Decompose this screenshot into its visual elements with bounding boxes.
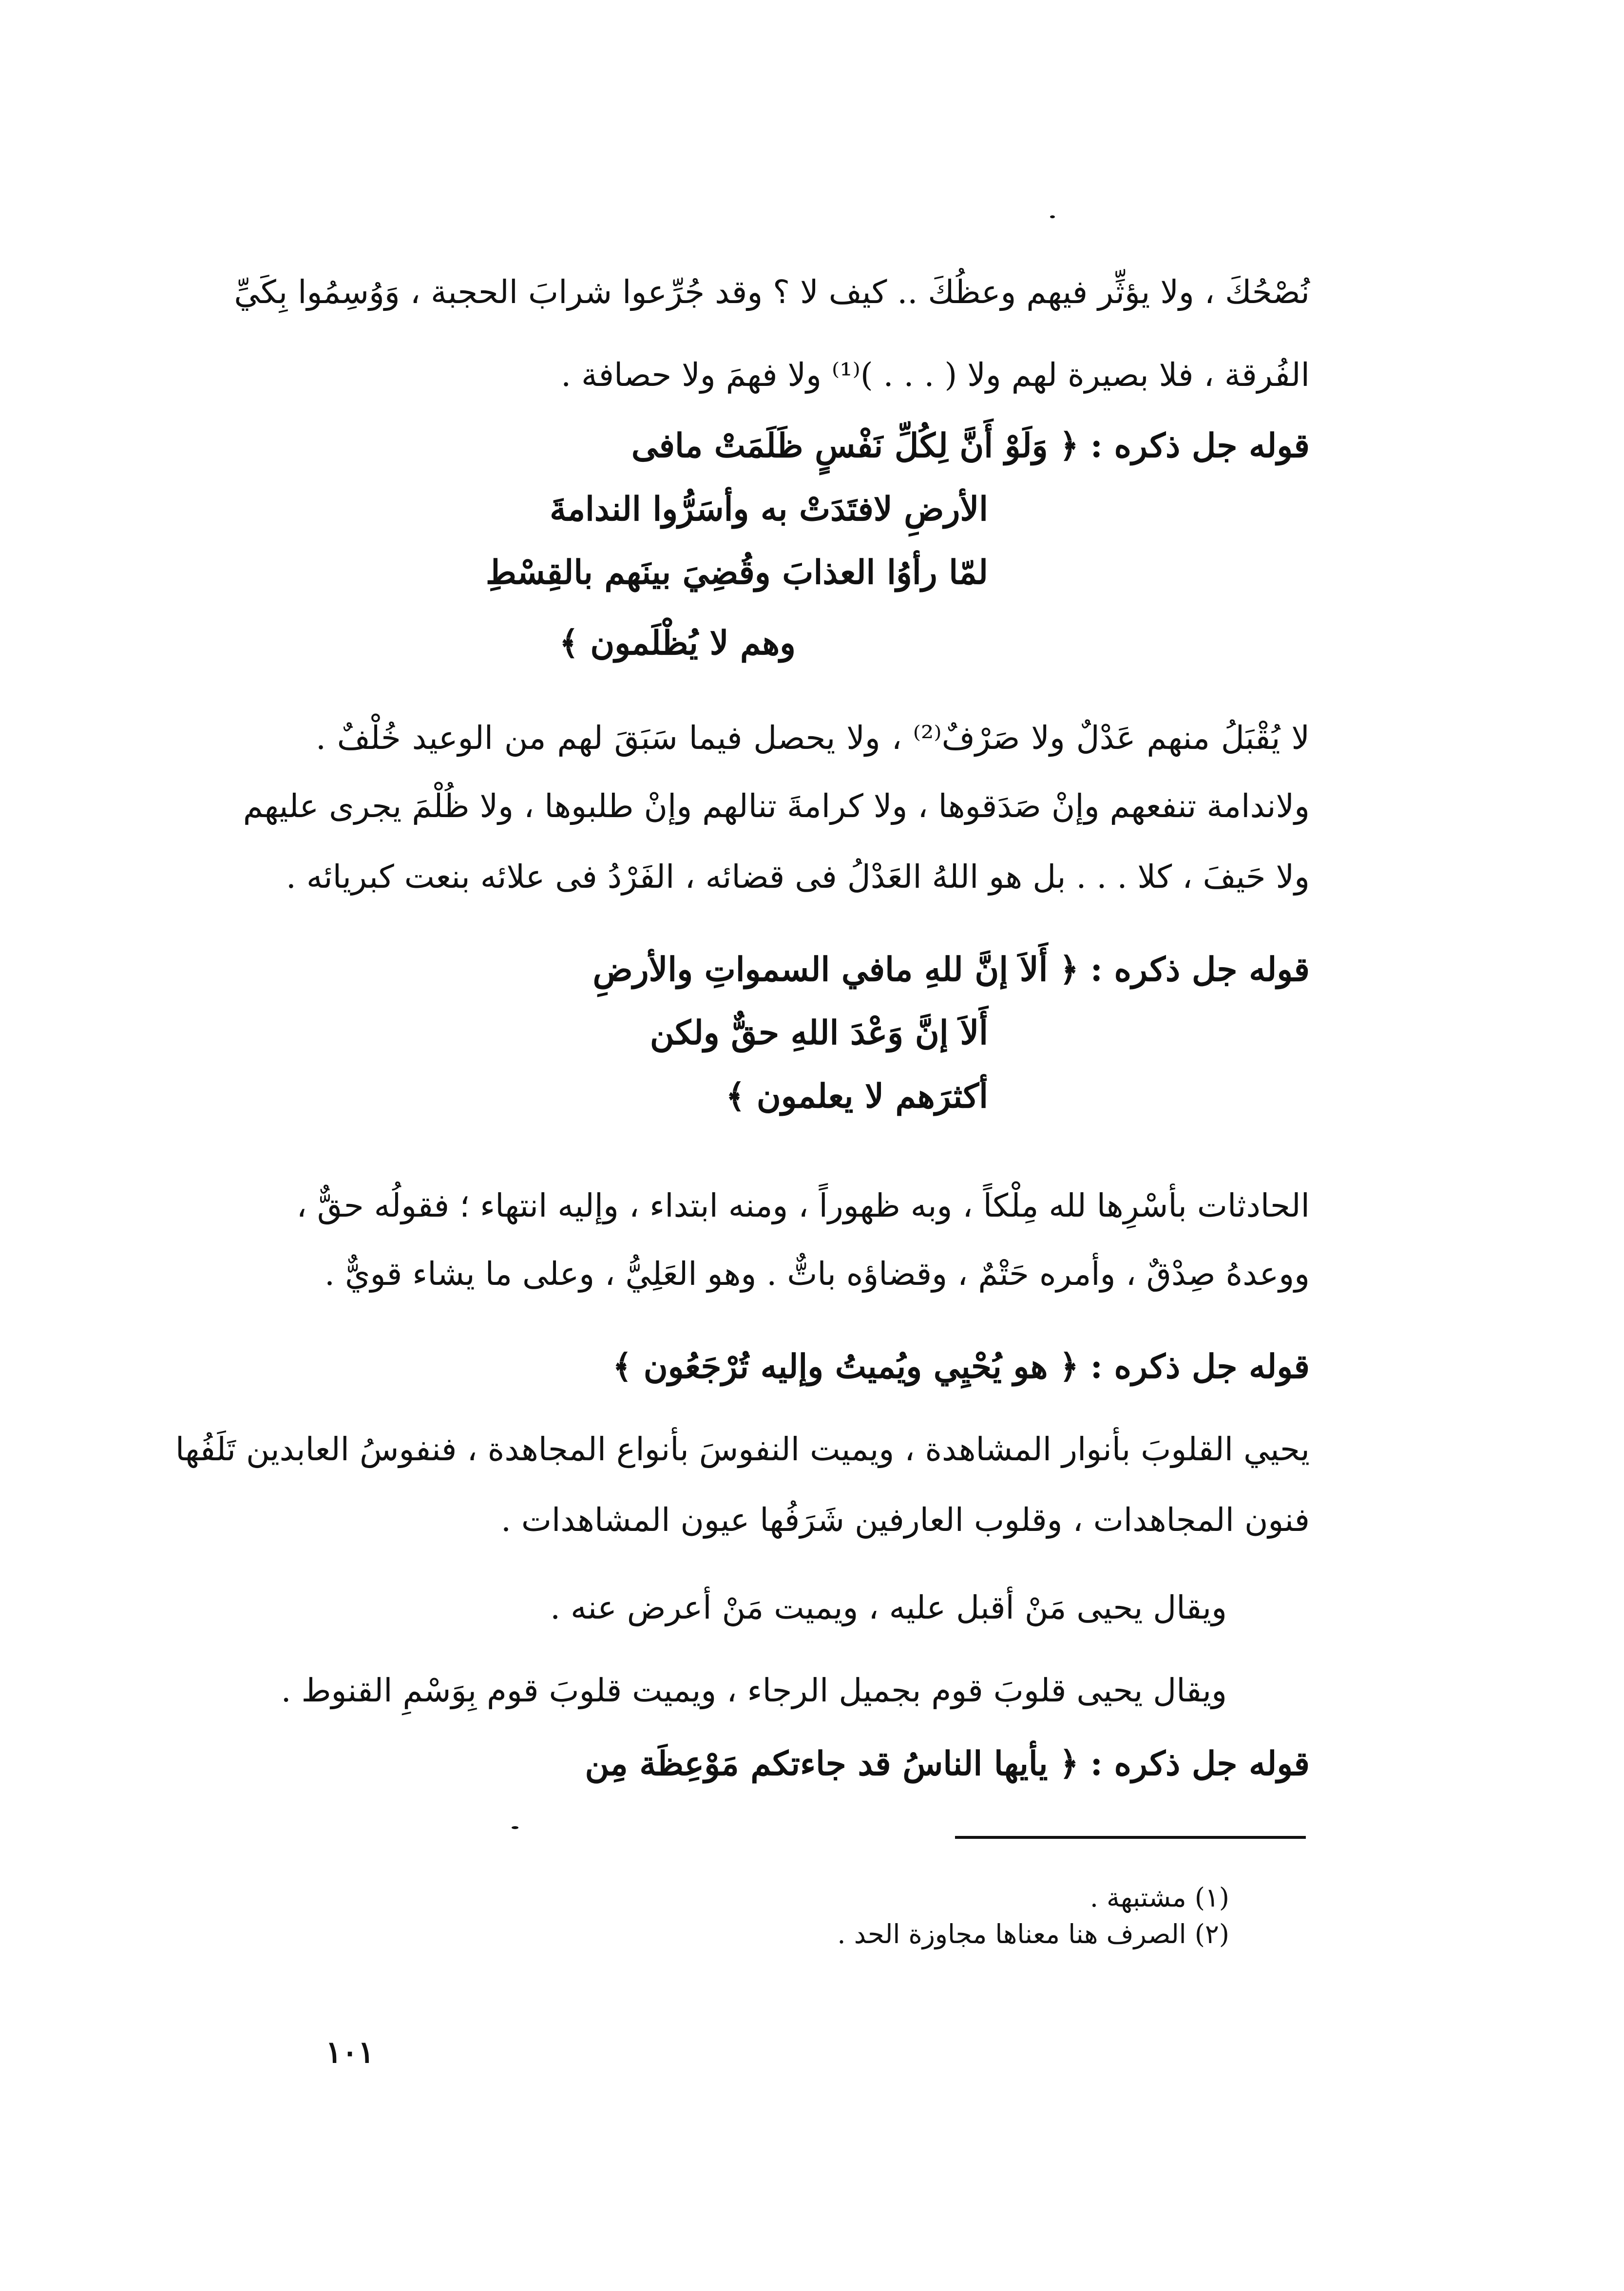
body-line-2: الفُرقة ، فلا بصيرة لهم ولا ( . . . )⁽¹⁾ ولا فهمَ ولا حصافة . bbox=[561, 356, 1310, 394]
verse-heading-4: قوله جل ذكره : ﴿ يأيها الناسُ قد جاءتكم مَوْعِظَة مِن bbox=[585, 1744, 1310, 1783]
body-line-3: لا يُقْبَلُ منهم عَدْلٌ ولا صَرْفٌ⁽²⁾ ، ولا يحصل فيما سَبَقَ لهم من الوعيد خُلْفٌ . bbox=[316, 719, 1310, 757]
body-line-5: ولا حَيفَ ، كلا . . . بل هو اللهُ العَدْلُ فى قضائه ، الفَرْدُ فى علائه بنعت كبريائه . bbox=[286, 858, 1310, 896]
verse-line: الأرضِ لافتَدَتْ به وأسَرُّوا الندامةَ bbox=[550, 490, 988, 529]
footnote-separator bbox=[955, 1836, 1306, 1839]
body-line-7: ووعدهُ صِدْقٌ ، وأمره حَتْمٌ ، وقضاؤه باتٌّ . وهو العَلِيُّ ، وعلى ما يشاء قويٌّ . bbox=[325, 1255, 1310, 1293]
body-line-10: ويقال يحيى مَنْ أقبل عليه ، ويميت مَنْ أعرض عنه . bbox=[550, 1589, 1227, 1626]
verse-heading-2: قوله جل ذكره : ﴿ أَلاَ إنَّ للهِ مافي السمواتِ والأرضِ bbox=[592, 950, 1310, 989]
body-line-9: فنون المجاهدات ، وقلوب العارفين شَرَفُها عيون المشاهدات . bbox=[500, 1501, 1310, 1539]
verse-line: وهم لا يُظْلَمون ﴾ bbox=[559, 624, 796, 663]
body-line-1: نُصْحُكَ ، ولا يؤثِّر فيهم وعظُكَ .. كيف لا ؟ وقد جُرِّعوا شرابَ الحجبة ، وَوُسِمُوا بِكَيِّ bbox=[234, 273, 1310, 311]
page-number: ١٠١ bbox=[325, 2034, 374, 2070]
ink-speck bbox=[1050, 215, 1055, 218]
body-line-4: ولاندامة تنفعهم وإنْ صَدَقوها ، ولا كرامةَ تنالهم وإنْ طلبوها ، ولا ظُلْمَ يجرى عليهم bbox=[243, 787, 1310, 825]
body-line-11: ويقال يحيى قلوبَ قوم بجميل الرجاء ، ويميت قلوبَ قوم بِوَسْمِ القنوط . bbox=[281, 1672, 1227, 1709]
verse-heading-1: قوله جل ذكره : ﴿ وَلَوْ أَنَّ لِكُلِّ نَفْسٍ ظَلَمَتْ مافى bbox=[631, 426, 1310, 465]
verse-line: لمّا رأوُا العذابَ وقُضِيَ بينَهم بالقِسْطِ bbox=[485, 553, 988, 592]
footnote-1: (١) مشتبهة . bbox=[1089, 1882, 1229, 1913]
verse-line: أَلاَ إنَّ وَعْدَ اللهِ حقٌّ ولكن bbox=[650, 1013, 988, 1052]
ink-speck bbox=[512, 1826, 518, 1829]
verse-heading-3: قوله جل ذكره : ﴿ هو يُحْيِي ويُميتُ وإليه تُرْجَعُون ﴾ bbox=[612, 1347, 1310, 1386]
body-line-8: يحيي القلوبَ بأنوار المشاهدة ، ويميت النفوسَ بأنواع المجاهدة ، فنفوسُ العابدين تَلَفُها bbox=[175, 1431, 1310, 1468]
footnote-2: (٢) الصرف هنا معناها مجاوزة الحد . bbox=[837, 1919, 1229, 1949]
verse-line: أكثرَهم لا يعلمون ﴾ bbox=[726, 1077, 988, 1116]
body-line-6: الحادثات بأسْرِها لله مِلْكاً ، وبه ظهوراً ، ومنه ابتداء ، وإليه انتهاء ؛ فقولُه حقٌّ ، bbox=[296, 1187, 1310, 1224]
